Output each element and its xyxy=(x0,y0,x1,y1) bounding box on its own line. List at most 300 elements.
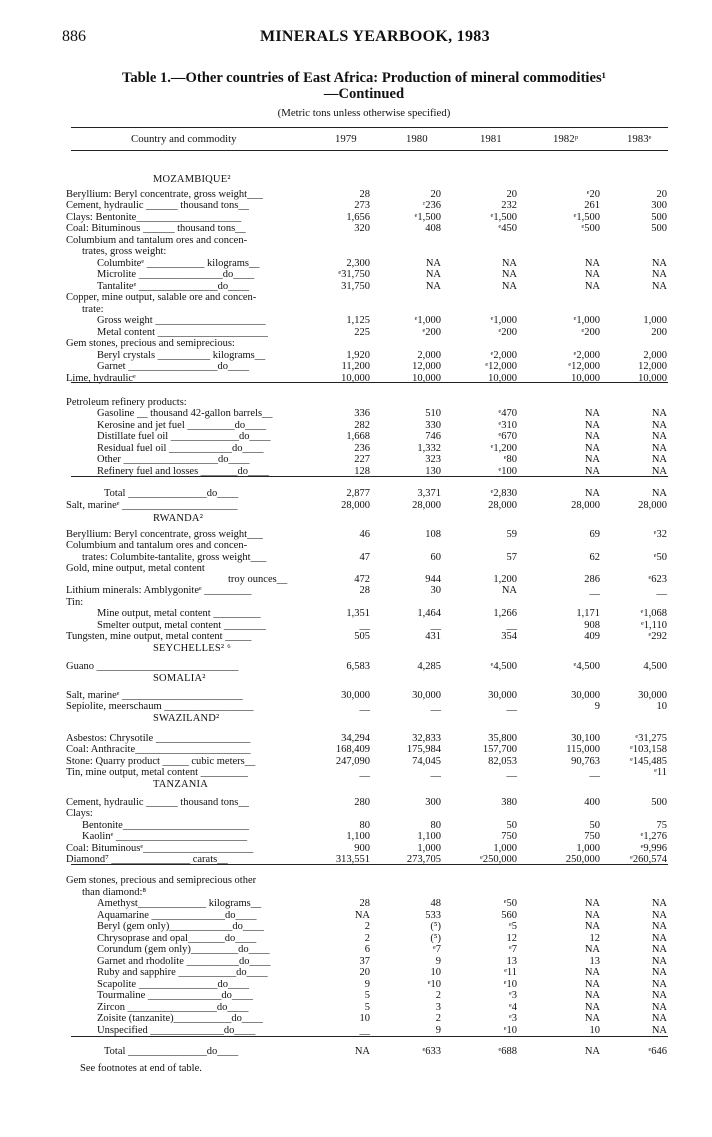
commodity-label: Asbestos: Chrysotile __________________ xyxy=(66,733,251,744)
country-heading-row xyxy=(0,513,712,524)
value-cell: 1,171 xyxy=(576,608,600,619)
commodity-label: troy ounces__ xyxy=(228,574,288,585)
value-cell: 510 xyxy=(425,408,441,419)
value-cell: 35,800 xyxy=(488,733,517,744)
value-cell: __ xyxy=(506,767,517,778)
value-cell: 9 xyxy=(594,701,600,712)
value-cell: ᵉ3 xyxy=(509,1013,517,1024)
column-header-1981: 1981 xyxy=(480,133,502,145)
value-cell: 30,000 xyxy=(638,690,667,701)
table-row xyxy=(0,408,712,419)
table-row xyxy=(0,235,712,246)
table-row xyxy=(0,690,712,701)
value-cell: 330 xyxy=(425,420,441,431)
value-cell: 50 xyxy=(506,820,517,831)
commodity-label: Zircon _________________do____ xyxy=(97,1002,249,1013)
value-cell: 32,833 xyxy=(412,733,441,744)
value-cell: 168,409 xyxy=(335,744,370,755)
value-cell: ᵉ1,000 xyxy=(490,315,517,326)
table-row xyxy=(0,585,712,596)
page-number: 886 xyxy=(62,28,86,45)
value-cell: NA xyxy=(425,281,441,292)
table-title xyxy=(62,70,666,102)
value-cell: 431 xyxy=(425,631,441,642)
value-cell: 1,000 xyxy=(576,843,600,854)
value-cell: 3,371 xyxy=(417,488,441,499)
value-cell: 28 xyxy=(359,585,370,596)
section-divider xyxy=(71,476,668,477)
value-cell: NA xyxy=(584,269,600,280)
commodity-label: Microlite ________________do____ xyxy=(97,269,255,280)
value-cell: 247,090 xyxy=(335,756,370,767)
table-title-line2: —Continued xyxy=(323,86,405,102)
commodity-label: Gem stones, precious and semiprecious other xyxy=(66,875,257,886)
table-row xyxy=(0,552,712,563)
value-cell: 50 xyxy=(589,820,600,831)
value-cell: NA xyxy=(584,431,600,442)
value-cell: ᵉ4,500 xyxy=(573,661,600,672)
value-cell: __ xyxy=(359,620,370,631)
commodity-label: Lime, hydraulicᵉ __________________ xyxy=(66,373,233,384)
value-cell: __ xyxy=(430,767,441,778)
value-cell: 2 xyxy=(435,990,441,1001)
value-cell: 560 xyxy=(501,910,517,921)
value-cell: 2,300 xyxy=(346,258,370,269)
value-cell: ᵉ3 xyxy=(509,990,517,1001)
value-cell: 280 xyxy=(354,797,370,808)
value-cell: ᵉ310 xyxy=(498,420,517,431)
value-cell: NA xyxy=(501,585,517,596)
column-header-country: Country and commodity xyxy=(131,133,237,145)
commodity-label: Columbiteᵉ ___________ kilograms__ xyxy=(97,258,260,269)
commodity-label: Clays: xyxy=(66,808,93,819)
value-cell: NA xyxy=(584,1046,600,1057)
value-cell: 47 xyxy=(359,552,370,563)
value-cell: 472 xyxy=(354,574,370,585)
commodity-label: Metal content _____________________ xyxy=(97,327,268,338)
value-cell: ᵉ32 xyxy=(653,529,667,540)
value-cell: 31,750 xyxy=(341,281,370,292)
value-cell: 2 xyxy=(364,933,370,944)
table-row xyxy=(0,620,712,631)
value-cell: 2 xyxy=(435,1013,441,1024)
value-cell: 10 xyxy=(656,701,667,712)
value-cell: NA xyxy=(584,281,600,292)
table-row xyxy=(0,574,712,585)
value-cell: 12 xyxy=(589,933,600,944)
table-row xyxy=(0,933,712,944)
commodity-label: Distillate fuel oil _____________do____ xyxy=(97,431,271,442)
value-cell: NA xyxy=(651,1002,667,1013)
table-row xyxy=(0,597,712,608)
value-cell: 4,500 xyxy=(643,661,667,672)
value-cell: 227 xyxy=(354,454,370,465)
value-cell: 82,053 xyxy=(488,756,517,767)
value-cell: ᵉ200 xyxy=(581,327,600,338)
commodity-label: Guano ___________________________ xyxy=(66,661,239,672)
value-cell: ᵉ1,068 xyxy=(640,608,667,619)
value-cell: 12,000 xyxy=(412,361,441,372)
column-header-1983: 1983ᵉ xyxy=(627,133,652,145)
value-cell: 300 xyxy=(425,797,441,808)
table-row xyxy=(0,189,712,200)
value-cell: 6,583 xyxy=(346,661,370,672)
value-cell: ᵉ250,000 xyxy=(480,854,517,865)
commodity-label: Amethyst_____________ kilograms__ xyxy=(97,898,262,909)
value-cell: NA xyxy=(651,443,667,454)
value-cell: 5 xyxy=(364,1002,370,1013)
table-title-line1: Table 1.—Other countries of East Africa: Production of mineral commodities¹ xyxy=(121,70,607,86)
commodity-label: Lithium minerals: Amblygoniteᵉ _________ xyxy=(66,585,252,596)
commodity-label: trate: xyxy=(82,304,104,315)
value-cell: NA xyxy=(651,1013,667,1024)
value-cell: ᵉ670 xyxy=(498,431,517,442)
value-cell: NA xyxy=(501,258,517,269)
value-cell: ᵉ100 xyxy=(498,466,517,477)
value-cell: NA xyxy=(651,921,667,932)
value-cell: 273,705 xyxy=(406,854,441,865)
table-row xyxy=(0,292,712,303)
value-cell: ᵉ292 xyxy=(648,631,667,642)
table-row xyxy=(0,281,712,292)
value-cell: 236 xyxy=(354,443,370,454)
commodity-label: Mine output, metal content _________ xyxy=(97,608,261,619)
value-cell: 1,000 xyxy=(417,843,441,854)
value-cell: NA xyxy=(651,466,667,477)
value-cell: 286 xyxy=(584,574,600,585)
commodity-label: Chrysoprase and opal_______do____ xyxy=(97,933,257,944)
commodity-label: Zoisite (tanzanite)___________do____ xyxy=(97,1013,263,1024)
value-cell: 46 xyxy=(359,529,370,540)
value-cell: NA xyxy=(651,269,667,280)
value-cell: 10,000 xyxy=(638,373,667,384)
table-row xyxy=(0,1013,712,1024)
value-cell: NA xyxy=(651,408,667,419)
value-cell: 28,000 xyxy=(638,500,667,511)
value-cell: NA xyxy=(584,910,600,921)
value-cell: 57 xyxy=(506,552,517,563)
value-cell: 130 xyxy=(425,466,441,477)
value-cell: 12 xyxy=(506,933,517,944)
table-row xyxy=(0,397,712,408)
commodity-label: Sepiolite, meerschaum _________________ xyxy=(66,701,254,712)
commodity-label: Beryllium: Beryl concentrate, gross weight___ xyxy=(66,529,263,540)
table-row xyxy=(0,608,712,619)
value-cell: 34,294 xyxy=(341,733,370,744)
value-cell: ᵉ11 xyxy=(654,767,667,778)
table-row xyxy=(0,443,712,454)
table-row xyxy=(0,488,712,499)
value-cell: ᵉ2,000 xyxy=(573,350,600,361)
value-cell: 28,000 xyxy=(341,500,370,511)
value-cell: NA xyxy=(651,420,667,431)
country-heading-row xyxy=(0,643,712,654)
commodity-label: Tourmaline ______________do____ xyxy=(97,990,253,1001)
value-cell: 2 xyxy=(364,921,370,932)
table-row xyxy=(0,1002,712,1013)
value-cell: 13 xyxy=(506,956,517,967)
value-cell: ᵉ7 xyxy=(509,944,517,955)
value-cell: 30 xyxy=(430,585,441,596)
table-row xyxy=(0,500,712,511)
value-cell: ᵉ200 xyxy=(498,327,517,338)
table-row xyxy=(0,887,712,898)
table-row xyxy=(0,246,712,257)
value-cell: 408 xyxy=(425,223,441,234)
value-cell: __ xyxy=(359,767,370,778)
value-cell: NA xyxy=(501,281,517,292)
value-cell: 746 xyxy=(425,431,441,442)
value-cell: NA xyxy=(354,910,370,921)
value-cell: 30,000 xyxy=(341,690,370,701)
table-row xyxy=(0,315,712,326)
value-cell: NA xyxy=(584,408,600,419)
table-row xyxy=(0,454,712,465)
value-cell: ᵉ12,000 xyxy=(568,361,600,372)
page-header xyxy=(62,28,652,50)
table-row xyxy=(0,843,712,854)
value-cell: 13 xyxy=(589,956,600,967)
value-cell: ᵉ31,750 xyxy=(338,269,370,280)
value-cell: __ xyxy=(589,767,600,778)
commodity-label: trates, gross weight: xyxy=(82,246,167,257)
table-row xyxy=(0,898,712,909)
value-cell: 128 xyxy=(354,466,370,477)
value-cell: 28 xyxy=(359,189,370,200)
value-cell: 1,200 xyxy=(493,574,517,585)
table-row xyxy=(0,269,712,280)
commodity-label: Garnet and rhodolite __________do____ xyxy=(97,956,271,967)
commodity-label: Aquamarine ______________do____ xyxy=(97,910,257,921)
section-divider xyxy=(71,382,668,383)
value-cell: ᵉ12,000 xyxy=(485,361,517,372)
value-cell: ʳ236 xyxy=(422,200,441,211)
value-cell: ᵉ1,276 xyxy=(640,831,667,842)
commodity-label: Coal: Anthracite______________________ xyxy=(66,744,251,755)
table-row xyxy=(0,797,712,808)
value-cell: NA xyxy=(651,1025,667,1036)
value-cell: 500 xyxy=(651,212,667,223)
value-cell: __ xyxy=(506,701,517,712)
value-cell: ᵉ1,500 xyxy=(573,212,600,223)
value-cell: ᵉ4,500 xyxy=(490,661,517,672)
value-cell: 9 xyxy=(435,956,441,967)
table-row xyxy=(0,212,712,223)
value-cell: ᵉ4 xyxy=(509,1002,517,1013)
country-heading: SWAZILAND² xyxy=(153,713,220,724)
commodity-label: Clays: Bentonite____________________ xyxy=(66,212,242,223)
value-cell: 1,668 xyxy=(346,431,370,442)
country-heading-row xyxy=(0,673,712,684)
value-cell: ᵉ260,574 xyxy=(630,854,667,865)
value-cell: ᵉ5 xyxy=(509,921,517,932)
value-cell: __ xyxy=(506,620,517,631)
value-cell: 90,763 xyxy=(571,756,600,767)
country-heading: TANZANIA xyxy=(153,779,208,790)
value-cell: NA xyxy=(651,990,667,1001)
commodity-label: Diamond⁷ _______________ carats__ xyxy=(66,854,228,865)
value-cell: NA xyxy=(651,967,667,978)
footnote: See footnotes at end of table. xyxy=(80,1063,202,1074)
country-heading: RWANDA² xyxy=(153,513,204,524)
value-cell: 30,000 xyxy=(571,690,600,701)
commodity-label: Coal: Bituminousᵉ_____________________ xyxy=(66,843,254,854)
commodity-label: Beryllium: Beryl concentrate, gross weight___ xyxy=(66,189,263,200)
value-cell: NA xyxy=(651,898,667,909)
value-cell: NA xyxy=(584,420,600,431)
value-cell: 9 xyxy=(364,979,370,990)
commodity-label: Bentonite________________________ xyxy=(82,820,249,831)
value-cell: ᵉ10 xyxy=(427,979,441,990)
value-cell: 157,700 xyxy=(482,744,517,755)
commodity-label: Petroleum refinery products: xyxy=(66,397,187,408)
commodity-label: Tin: xyxy=(66,597,84,608)
value-cell: NA xyxy=(584,944,600,955)
commodity-label: Total _______________do____ xyxy=(104,1046,239,1057)
country-heading: SOMALIA² xyxy=(153,673,206,684)
table-row xyxy=(0,979,712,990)
value-cell: __ xyxy=(359,701,370,712)
value-cell: 5 xyxy=(364,990,370,1001)
commodity-label: than diamond:⁸ xyxy=(82,887,147,898)
commodity-label: Coal: Bituminous ______ thousand tons__ xyxy=(66,223,246,234)
value-cell: 273 xyxy=(354,200,370,211)
value-cell: 37 xyxy=(359,956,370,967)
value-cell: 336 xyxy=(354,408,370,419)
commodity-label: Gold, mine output, metal content xyxy=(66,563,205,574)
value-cell: ᵉ2,000 xyxy=(490,350,517,361)
value-cell: NA xyxy=(584,443,600,454)
value-cell: 250,000 xyxy=(565,854,600,865)
value-cell: NA xyxy=(425,258,441,269)
value-cell: 115,000 xyxy=(566,744,600,755)
column-header-1979: 1979 xyxy=(335,133,357,145)
value-cell: 30,000 xyxy=(488,690,517,701)
commodity-label: Gasoline __ thousand 42-gallon barrels__ xyxy=(97,408,273,419)
value-cell: 175,984 xyxy=(406,744,441,755)
value-cell: 354 xyxy=(501,631,517,642)
country-heading-row xyxy=(0,174,712,185)
value-cell: 10,000 xyxy=(488,373,517,384)
commodity-label: Total _______________do____ xyxy=(104,488,239,499)
commodity-label: Cement, hydraulic ______ thousand tons__ xyxy=(66,200,249,211)
table-row xyxy=(0,431,712,442)
value-cell: ᵉ10 xyxy=(503,1025,517,1036)
value-cell: 1,100 xyxy=(346,831,370,842)
value-cell: ᵉ31,275 xyxy=(635,733,667,744)
value-cell: 944 xyxy=(425,574,441,585)
value-cell: 20 xyxy=(506,189,517,200)
value-cell: ᵉ1,500 xyxy=(490,212,517,223)
commodity-label: Unspecified ______________do____ xyxy=(97,1025,256,1036)
table-top-rule xyxy=(71,127,668,128)
value-cell: 533 xyxy=(425,910,441,921)
table-row xyxy=(0,820,712,831)
commodity-label: Garnet _________________do____ xyxy=(97,361,249,372)
value-cell: ᵉ623 xyxy=(648,574,667,585)
value-cell: 62 xyxy=(589,552,600,563)
value-cell: NA xyxy=(584,921,600,932)
value-cell: ᵉ1,000 xyxy=(573,315,600,326)
value-cell: 1,266 xyxy=(493,608,517,619)
table-row xyxy=(0,701,712,712)
value-cell: 12,000 xyxy=(638,361,667,372)
commodity-label: Salt, marineᵉ ______________________ xyxy=(66,500,238,511)
value-cell: 4,285 xyxy=(417,661,441,672)
value-cell: (⁵) xyxy=(430,933,441,944)
value-cell: NA xyxy=(584,979,600,990)
value-cell: NA xyxy=(651,431,667,442)
table-subtitle: (Metric tons unless otherwise specified) xyxy=(277,107,451,119)
country-heading: SEYCHELLES² ⁶ xyxy=(153,643,231,654)
value-cell: 1,464 xyxy=(417,608,441,619)
commodity-label: Tantaliteᵉ _______________do____ xyxy=(97,281,250,292)
value-cell: NA xyxy=(651,933,667,944)
commodity-label: Columbium and tantalum ores and concen- xyxy=(66,540,248,551)
value-cell: ᵉ11 xyxy=(504,967,517,978)
value-cell: 75 xyxy=(656,820,667,831)
value-cell: 59 xyxy=(506,529,517,540)
value-cell: NA xyxy=(651,488,667,499)
table-row xyxy=(0,661,712,672)
value-cell: ᵉ1,110 xyxy=(641,620,667,631)
value-cell: NA xyxy=(651,454,667,465)
value-cell: (⁵) xyxy=(430,921,441,932)
table-row xyxy=(0,258,712,269)
value-cell: NA xyxy=(651,258,667,269)
value-cell: 225 xyxy=(354,327,370,338)
value-cell: NA xyxy=(584,466,600,477)
value-cell: 10,000 xyxy=(412,373,441,384)
value-cell: 20 xyxy=(656,189,667,200)
value-cell: 500 xyxy=(651,797,667,808)
value-cell: 1,656 xyxy=(346,212,370,223)
table-row xyxy=(0,921,712,932)
commodity-label: Salt, marineᵉ _______________________ xyxy=(66,690,243,701)
value-cell: NA xyxy=(584,967,600,978)
value-cell: ᵉ450 xyxy=(498,223,517,234)
value-cell: ᵉ80 xyxy=(503,454,517,465)
value-cell: NA xyxy=(501,269,517,280)
table-row xyxy=(0,808,712,819)
table-row xyxy=(0,744,712,755)
value-cell: 320 xyxy=(354,223,370,234)
value-cell: 409 xyxy=(584,631,600,642)
value-cell: ᵉ500 xyxy=(581,223,600,234)
value-cell: NA xyxy=(651,910,667,921)
table-row xyxy=(0,304,712,315)
value-cell: 11,200 xyxy=(341,361,370,372)
table-row xyxy=(0,361,712,372)
value-cell: 282 xyxy=(354,420,370,431)
value-cell: ᵉ1,200 xyxy=(490,443,517,454)
commodity-label: trates: Columbite-tantalite, gross weight___ xyxy=(82,552,267,563)
table-row xyxy=(0,990,712,1001)
value-cell: 30,000 xyxy=(412,690,441,701)
column-header-1980: 1980 xyxy=(406,133,428,145)
table-row xyxy=(0,944,712,955)
value-cell: ᵉ2,830 xyxy=(490,488,517,499)
table-row xyxy=(0,223,712,234)
value-cell: NA xyxy=(651,956,667,967)
value-cell: 750 xyxy=(501,831,517,842)
value-cell: 500 xyxy=(651,223,667,234)
value-cell: 908 xyxy=(584,620,600,631)
column-header-row xyxy=(71,133,668,147)
value-cell: 2,877 xyxy=(346,488,370,499)
value-cell: 1,100 xyxy=(417,831,441,842)
table-row xyxy=(0,956,712,967)
